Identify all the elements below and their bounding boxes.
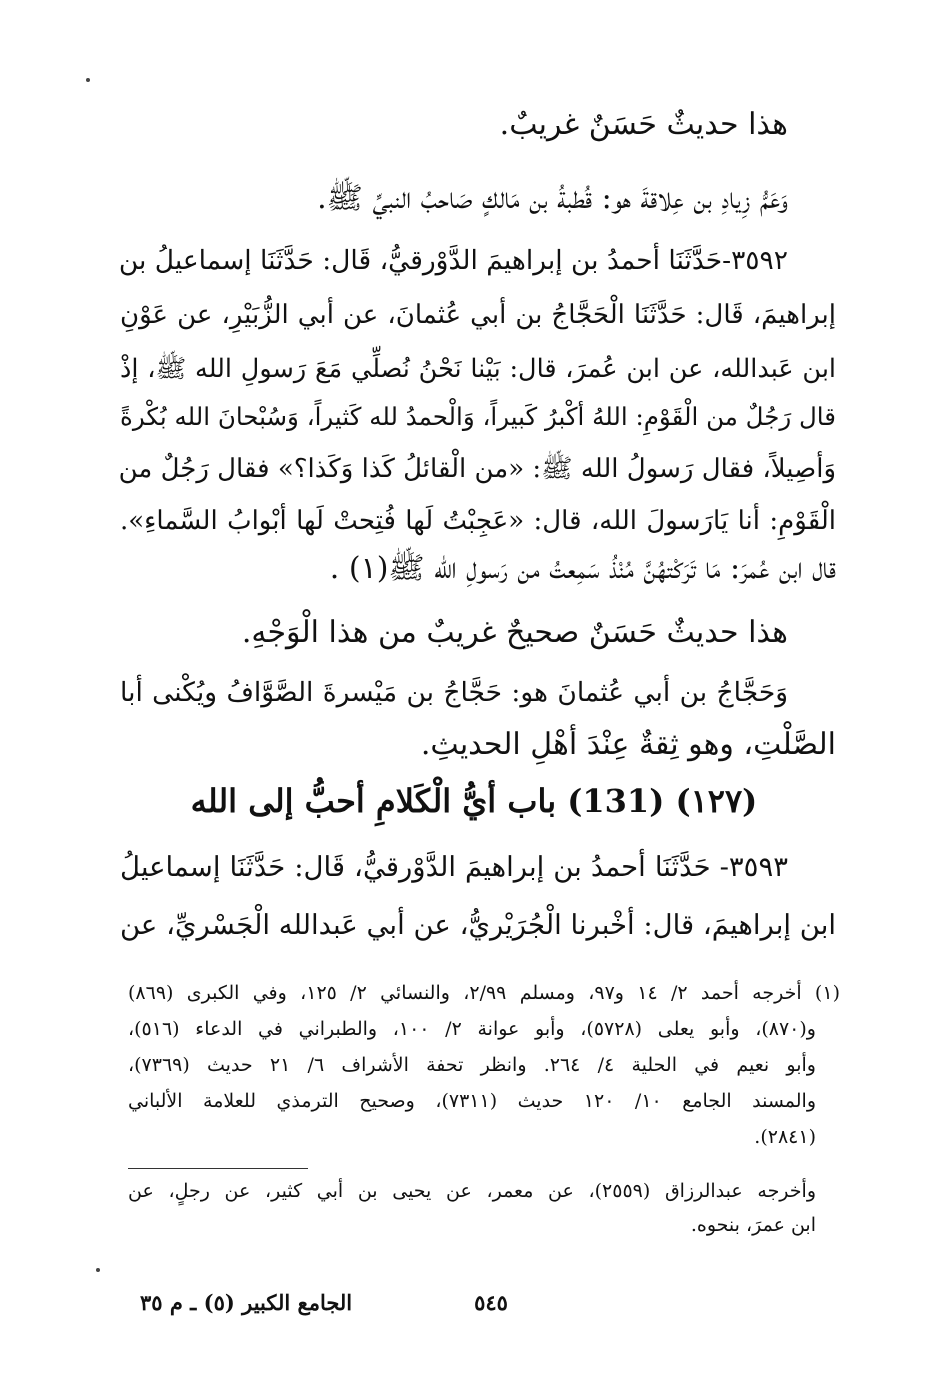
footnote-line: و(٨٧٠)، وأبو يعلى (٥٧٢٨)، وأبو عوانة ٢/ ١٠٠، والطبراني في الدعاء (٥١٦)، [128, 1018, 816, 1040]
body-line: وَعَمُّ زِيادِ بن عِلاقةَ هو: قُطبةُ بن مَالكٍ صَاحبُ النبيِّ ﷺ. [317, 181, 788, 216]
body-line: ابن إبراهيمَ، قال: أخْبرنا الْجُرَيْريُّ، عن أبي عَبدالله الْجَسْريِّ، عن [120, 909, 836, 941]
footnote-separator [128, 1168, 308, 1169]
body-line: إبراهيمَ، قَال: حَدَّثَنَا الْحَجَّاجُ بن أبي عُثمانَ، عن أبي الزُّبَيْرِ، عن عَوْنِ [120, 300, 836, 330]
chapter-heading: (١٢٧) (131) باب أيُّ الْكَلامِ أحبُّ إلى الله [190, 782, 758, 820]
body-line: قال ابن عُمرَ: مَا تَرَكْتهُنَّ مُنْذُ سَمِعتُ من رَسولِ الله ﷺ(١) . [329, 551, 836, 586]
scan-speck [96, 1268, 100, 1272]
footnote-line: (١) أخرجه أحمد ٢/ ١٤ و٩٧، ومسلم ٢/٩٩، والنسائي ٢/ ١٢٥، وفي الكبرى (٨٦٩) [128, 982, 840, 1004]
footnote-line: (٢٨٤١). [754, 1126, 816, 1148]
body-line: الصَّلْتِ، وهو ثِقةٌ عِنْدَ أهْلِ الحديثِ. [420, 727, 836, 762]
footnote-line: وأبو نعيم في الحلية ٤/ ٢٦٤. وانظر تحفة الأشراف ٦/ ٢١ حديث (٧٣٦٩)، [128, 1054, 816, 1076]
footnote-line: ابن عمرَ، بنحوه. [690, 1214, 816, 1236]
hadith-3593-line: ٣٥٩٣- حَدَّثَنَا أحمدُ بن إبراهيمَ الدَّوْرقيُّ، قَال: حَدَّثَنَا إسماعيلُ [120, 851, 788, 883]
book-signature: الجامع الكبير (٥) ـ م ٣٥ [140, 1290, 353, 1315]
scan-speck [86, 78, 90, 82]
body-line: قال رَجُلٌ من الْقَوْمِ: اللهُ أكْبرُ كَبيراً، وَالْحمدُ لله كَثيراً، وَسُبْحانَ الله بُكْرةً [120, 402, 836, 431]
footnote-line: والمسند الجامع ١٠/ ١٢٠ حديث (٧٣١١)، وصحيح الترمذي للعلامة الألباني [128, 1090, 817, 1112]
body-line: وَحَجَّاجُ بن أبي عُثمانَ هو: حَجَّاجُ بن مَيْسرةَ الصَّوَّافُ ويُكْنى أبا [120, 677, 788, 708]
body-line: وَأصِيلاً، فقال رَسولُ الله ﷺ: «من الْقائلُ كَذا وَكَذا؟» فقال رَجُلٌ من [118, 454, 836, 484]
body-line: ابن عَبدالله، عن ابن عُمرَ، قال: بَيْنا نَحْنُ نُصلِّي مَعَ رَسولِ الله ﷺ، إذْ [120, 354, 836, 384]
hadith-3592-line: ٣٥٩٢-حَدَّثَنَا أحمدُ بن إبراهيمَ الدَّوْرقيُّ، قَال: حَدَّثَنَا إسماعيلُ بن [118, 245, 788, 276]
body-line: الْقَوْمِ: أنا يَارَسولَ الله، قال: «عَجِبْتُ لَها فُتِحتْ لَها أبْوابُ السَّماءِ». [120, 506, 836, 536]
footnote-line: وأخرجه عبدالرزاق (٢٥٥٩)، عن معمر، عن يحيى بن أبي كثير، عن رجلٍ، عن [128, 1180, 816, 1202]
body-line: هذا حديثٌ حَسَنٌ غريبٌ. [499, 107, 788, 142]
page-number: ٥٤٥ [474, 1290, 508, 1315]
grading-line: هذا حديثٌ حَسَنٌ صحيحٌ غريبٌ من هذا الْوَجْهِ. [241, 615, 788, 650]
